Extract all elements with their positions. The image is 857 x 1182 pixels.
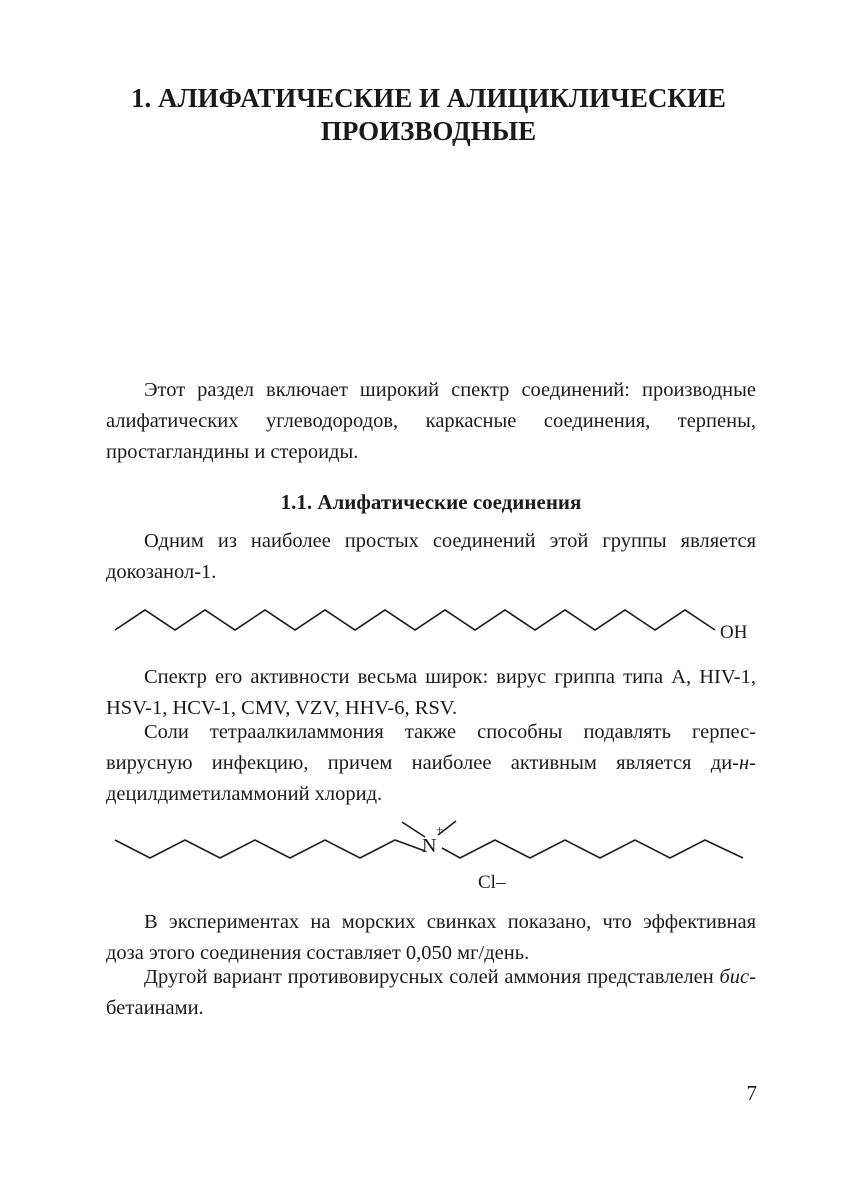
positive-charge: + (436, 822, 444, 837)
ammonium-structure (100, 810, 760, 900)
chloride-counter-ion: Cl– (478, 872, 506, 893)
paragraph-bis-betaines (106, 962, 756, 1024)
page-number: 7 (746, 1081, 757, 1105)
paragraph-ammonium-salts (106, 717, 756, 810)
chapter-title-line-2: ПРОИЗВОДНЫЕ (320, 116, 537, 146)
paragraph-docosanol-intro (106, 526, 756, 588)
paragraph-text: Соли тетраалкиламмония также способны подавлять герпесвирусную инфекцию, причем наиболее активным является ди- (106, 721, 756, 774)
docosanol-carbon-chain (115, 610, 715, 630)
paragraph-guinea-pigs (106, 907, 756, 969)
right-decyl-chain (442, 840, 743, 858)
paragraph-text: Одним из наиболее простых соединений этой группы является докозанол-1. (106, 530, 756, 583)
chapter-title (90, 82, 767, 148)
hydroxyl-label: OH (720, 622, 748, 643)
docosanol-structure (100, 600, 760, 648)
paragraph-text: В экспериментах на морских свинках показано, что эффективная доза этого соединения составляет 0,050 мг/день. (106, 911, 756, 964)
paragraph-text: -бетаинами. (106, 966, 756, 1019)
paragraph-text: Спектр его активности весьма широк: вирус гриппа типа А, HIV-1, HSV-1, HCV-1, CMV, VZV, HHV-6, RSV. (106, 666, 756, 719)
nitrogen-label: N (422, 835, 437, 857)
paragraph-text: Другой вариант противовирусных солей аммония представлелен (144, 966, 720, 988)
intro-paragraph (106, 375, 756, 468)
paragraph-activity (106, 662, 756, 724)
italic-prefix: бис (719, 966, 750, 988)
paragraph-text: -децилдиметиламмоний хлорид. (106, 752, 756, 805)
italic-prefix: н (739, 752, 750, 774)
section-title: 1.1. Алифатические соединения (280, 490, 582, 514)
left-decyl-chain (115, 840, 425, 858)
intro-text: Этот раздел включает широкий спектр соединений: производные алифатических углеводородов, каркасные соединения, терпены, простагландины и стероиды. (106, 379, 756, 463)
chapter-title-line-1: 1. АЛИФАТИЧЕСКИЕ И АЛИЦИКЛИЧЕСКИЕ (131, 83, 726, 113)
